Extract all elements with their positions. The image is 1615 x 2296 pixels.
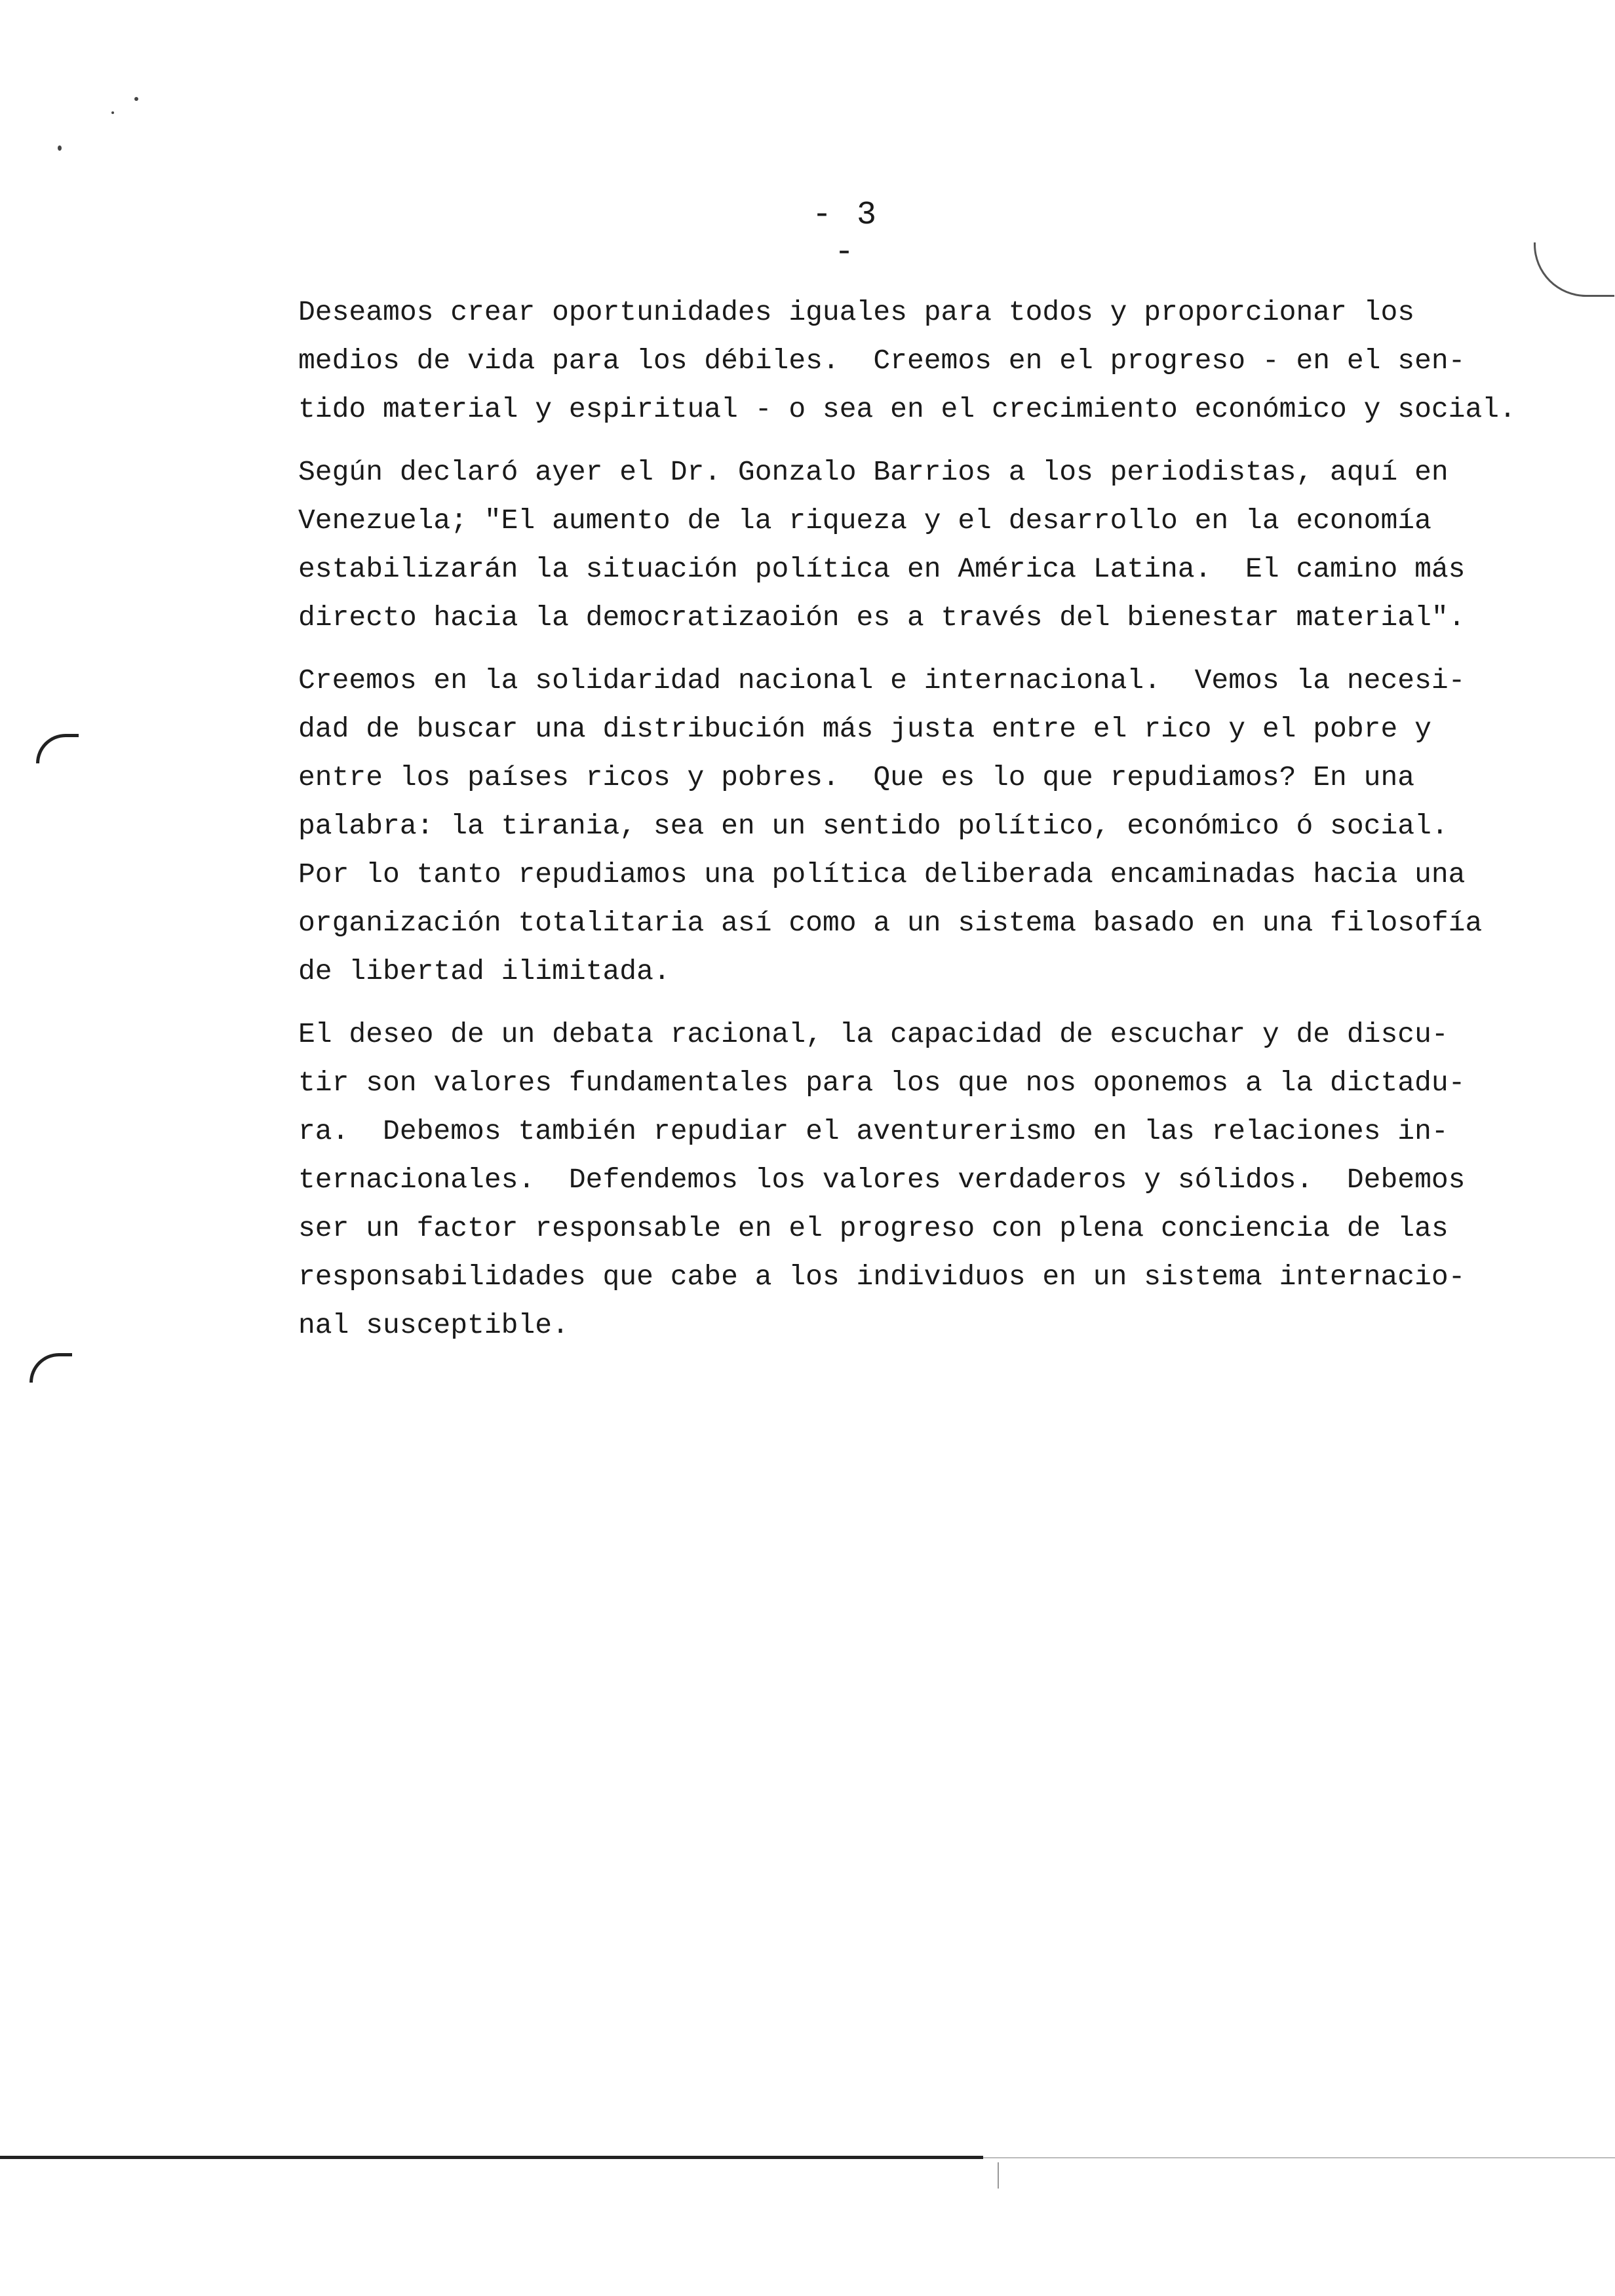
text-line: palabra: la tirania, sea en un sentido político, económico ó social. [298,810,1449,842]
text-line: directo hacia la democratizaoión es a través del bienestar material". [298,602,1466,634]
text-line: organización totalitaria así como a un sistema basado en una filosofía [298,907,1483,939]
page-edge-rule-faint [983,2157,1615,2158]
text-line: Deseamos crear oportunidades iguales para todos y proporcionar los [298,296,1415,328]
binder-hole-mark [29,1353,72,1383]
text-line: entre los países ricos y pobres. Que es lo que repudiamos? En una [298,761,1415,794]
page-number: - 3 - [811,197,879,271]
text-line: de libertad ilimitada. [298,955,671,987]
page-edge-rule [0,2156,983,2159]
binder-hole-mark [36,734,79,763]
text-line: ternacionales. Defendemos los valores verdaderos y sólidos. Debemos [298,1164,1466,1196]
document-body [298,288,1516,1364]
scan-edge-mark [1534,242,1614,297]
text-line: medios de vida para los débiles. Creemos en el progreso - en el sen- [298,345,1466,377]
text-line: ra. Debemos también repudiar el aventurerismo en las relaciones in- [298,1115,1449,1147]
text-line: tido material y espiritual - o sea en el crecimiento económico y social. [298,393,1516,425]
paragraph-1 [298,288,1516,434]
paragraph-4 [298,1010,1466,1350]
text-line: Creemos en la solidaridad nacional e internacional. Vemos la necesi- [298,664,1466,697]
scan-speck [58,145,62,151]
page-edge-tick [998,2162,999,2189]
text-line: Por lo tanto repudiamos una política deliberada encaminadas hacia una [298,858,1466,890]
paragraph-2 [298,448,1466,642]
scan-speck [134,97,138,101]
text-line: dad de buscar una distribución más justa entre el rico y el pobre y [298,713,1431,745]
text-line: tir son valores fundamentales para los que nos oponemos a la dictadu- [298,1067,1466,1099]
scan-speck [111,111,114,114]
text-line: nal susceptible. [298,1309,569,1341]
text-line: estabilizarán la situación política en América Latina. El camino más [298,553,1466,585]
text-line: ser un factor responsable en el progreso con plena conciencia de las [298,1212,1449,1244]
text-line: Venezuela; "El aumento de la riqueza y el desarrollo en la economía [298,505,1431,537]
paragraph-3 [298,657,1483,996]
text-line: El deseo de un debata racional, la capacidad de escuchar y de discu- [298,1018,1449,1050]
text-line: Según declaró ayer el Dr. Gonzalo Barrios a los periodistas, aquí en [298,456,1449,488]
text-line: responsabilidades que cabe a los individuos en un sistema internacio- [298,1261,1466,1293]
